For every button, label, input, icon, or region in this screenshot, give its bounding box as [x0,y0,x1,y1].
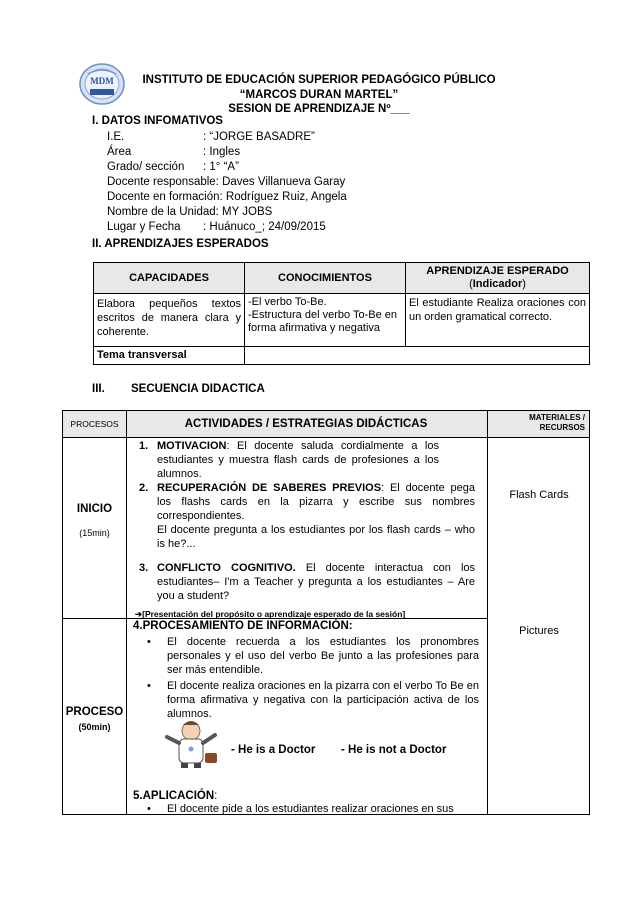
logo-text: MDM [90,76,114,86]
material-flash-cards: Flash Cards [509,489,569,501]
proceso-content [127,620,485,721]
proceso-time: (50min) [78,722,111,732]
section3-number: III. [92,383,105,395]
col-conocimientos: CONOCIMIENTOS [245,263,406,294]
info-row-lugar [107,221,347,236]
list-item: • El docente pide a los estudiantes realizar oraciones en sus [147,803,454,815]
info-row-formacion: Docente en formación: Rodríguez Ruiz, Angela [107,191,347,203]
cell-aprendizaje: El estudiante Realiza oraciones con un orden gramatical correcto. [406,293,590,346]
section3-title: SECUENCIA DIDACTICA [131,383,265,395]
cell-tema-value [245,346,590,364]
doctor-clipart [161,711,221,769]
info-row-unidad: Nombre de la Unidad: MY JOBS [107,206,273,218]
table-row [94,293,590,346]
aplicacion-item [127,802,483,816]
cell-capacidad: Elabora pequeños textos escritos de manera clara y coherente. [94,293,245,346]
secuencia-table [62,410,590,815]
info-value: : Ingles [203,146,241,158]
proceso-label: PROCESO [65,706,124,718]
cell-conocimiento: -El verbo To-Be. -Estructura del verbo To-Be en forma afirmativa y negativa [245,293,406,346]
motivacion-item: 1. MOTIVACION: El docente saluda cordialmente a los estudiantes y muestra flash cards de profesiones a los alumnos. [139,440,439,480]
list-item: • El docente recuerda a los estudiantes los pronombres personales y el uso del verbo Be junto a las profesiones para ser más entendible. [147,636,479,676]
inicio-label: INICIO [76,503,113,515]
info-row-ie [107,131,347,146]
col-aprendizaje: APRENDIZAJE ESPERADO (Indicador) [406,263,590,294]
list-item: • El docente realiza oraciones en la pizarra con el verbo To Be en forma afirmativa y negativa con la participación activa de los alumnos. [147,680,479,720]
info-value: : 1° “A” [203,161,239,173]
divider [487,411,488,814]
bullet-icon: • [147,636,151,648]
material-pictures: Pictures [519,625,559,637]
bullet-icon: • [147,680,151,692]
info-label: Lugar y Fecha [107,221,181,233]
info-row-area [107,146,347,161]
info-row-grado [107,161,347,176]
section1-rows [107,131,347,236]
inicio-content [127,439,483,620]
aprendizajes-table [93,262,590,365]
header-session: SESION DE APRENDIZAJE Nº___ [228,103,410,115]
header-procesos: PROCESOS [70,419,119,429]
info-value: : Huánuco_; 24/09/2015 [203,221,326,233]
example-negative: - He is not a Doctor [341,744,447,756]
table-row-tema [94,346,590,364]
info-row-docente: Docente responsable: Daves Villanueva Garay [107,176,346,188]
saberes-item: 2. RECUPERACIÓN DE SABERES PREVIOS: El docente pega los flashs cards en la pizarra y escribe sus nombres correspondientes. El docente pregunta a los estudiantes por los flash cards – who is he?... [139,482,476,550]
conflicto-item: 3. CONFLICTO COGNITIVO. El docente interactua con los estudiantes– I'm a Teacher y pregunta a los estudiantes – Are you a student? [139,562,476,602]
procesamiento-list [127,635,485,721]
inicio-time: (15min) [79,528,110,538]
procesamiento-title: 4.PROCESAMIENTO DE INFORMACIÓN: [133,620,353,632]
aplicacion-title: 5.APLICACIÓN: [133,790,218,802]
col-capacidades: CAPACIDADES [94,263,245,294]
info-value: : “JORGE BASADRE” [203,131,315,143]
section1-title: I. DATOS INFOMATIVOS [92,115,223,127]
bullet-icon: • [147,803,151,815]
section2-title: II. APRENDIZAJES ESPERADOS [92,238,269,250]
cell-tema: Tema transversal [94,346,245,364]
table-header-row [94,263,590,294]
header-actividades: ACTIVIDADES / ESTRATEGIAS DIDÁCTICAS [184,418,428,430]
header-name: “MARCOS DURAN MARTEL” [239,89,399,101]
header-materiales: MATERIALES / RECURSOS [529,413,585,432]
arrow-icon: ➔ [135,609,143,619]
info-label: Área [107,146,132,158]
proposito-line: ➔[Presentación del propósito o aprendizaje esperado de la sesión] [135,609,406,619]
example-affirmative: - He is a Doctor [231,744,316,756]
info-label: Grado/ sección [107,161,185,173]
header-institution: INSTITUTO DE EDUCACIÓN SUPERIOR PEDAGÓGICO PÚBLICO [142,74,496,86]
aplicacion-list [127,802,483,816]
info-label: I.E. [107,131,125,143]
